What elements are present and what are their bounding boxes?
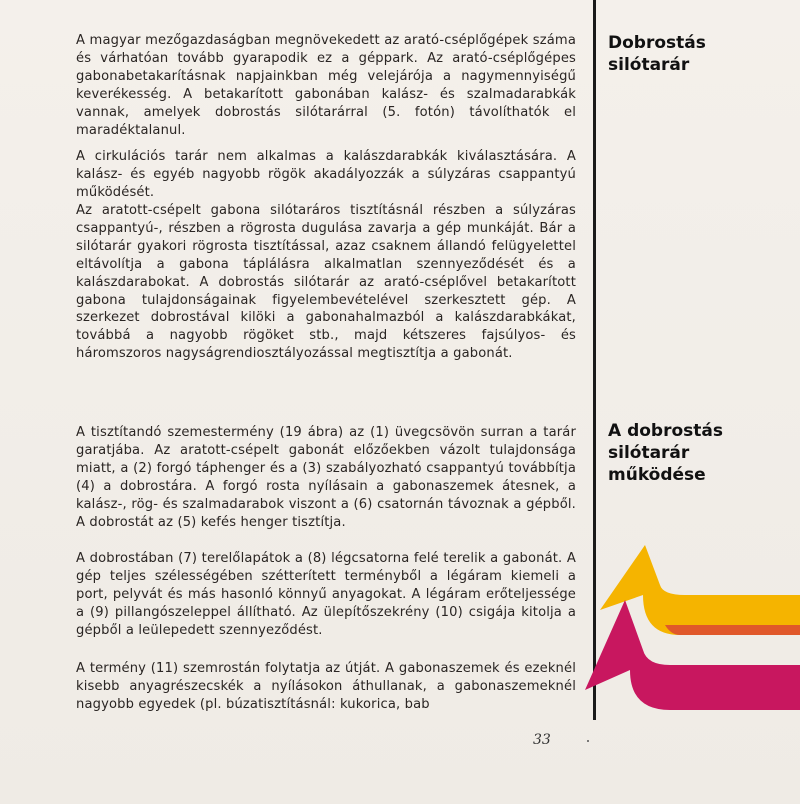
arrow-overlap-band — [665, 625, 800, 635]
section1-paragraph-1: A magyar mezőgazdaságban megnövekedett az arató-cséplőgépek száma és várhatóan tovább gyarapodik ez a géppark. Az arató-cséplőgépes gabonabetakarításnak napjainkban még velejárója a nagymennyiségű keverékesség. A betakarított gabonában kalász- és szalmadarabkák vannak, amelyek dobrostás silótarárral (5. fotón) távolíthatók el maradéktalanul. — [76, 33, 576, 138]
section2-heading: A dobrostás silótarár működése — [608, 421, 723, 485]
section1-heading: Dobrostás silótarár — [608, 33, 706, 75]
page-number: 33 — [533, 732, 551, 748]
section1-paragraph-2: A cirkulációs tarár nem alkalmas a kalászdarabkák kiválasztására. A kalász- és egyéb nagyobb rögök akadályozzák a súlyzáras csappantyú működését. — [76, 149, 576, 200]
section2-paragraph-3: A termény (11) szemrostán folytatja az útját. A gabonaszemek és ezeknél kisebb anyagrészecskék a nyílásokon áthullanak, a gabonaszemeknél nagyobb egyedek (pl. búzatisztításnál: kukorica, bab — [76, 661, 576, 712]
section2-paragraph-1: A tisztítandó szemestermény (19 ábra) az (1) üvegcsövön surran a tarár garatjába. Az aratott-csépelt gabonát előzőekben vázolt tulajdonsága miatt, a (2) forgó táphenger és a (3) szabályozható csappantyú továbbítja (4) a dobrostára. A forgó rosta nyílásain a gabonaszemek átesnek, a kalász-, rög- és szalmadarabok viszont a (6) csatornán távoznak a gépből. A dobrostát az (5) kefés henger tisztítja. — [76, 425, 576, 530]
arrows-graphic — [585, 540, 800, 740]
section2-paragraph-2: A dobrostában (7) terelőlapátok a (8) légcsatorna felé terelik a gabonát. A gép teljes szélességében szétterített terményből a légáram kiemeli a port, pelyvát és más hasonló könnyű anyagokat. A légáram erőteljessége a (9) pillangószeleppel állítható. Az ülepítőszekrény (10) csigája kitolja a gépből a leülepedett szennyeződést. — [76, 551, 576, 638]
section1-paragraph-3: Az aratott-csépelt gabona silótaráros tisztításnál részben a súlyzáras csappantyú-, részben a rögrosta dugulása zavarja a gép munkáját. Bár a silótarár gyakori rögrosta tisztítással, azaz csaknem állandó felügyelettel eltávolítja a gabona táplálásra alkalmatlan szennyeződését és a kalászdarabokat. A dobrostás silótarár az arató-cséplővel betakarított gabona tulajdonságainak figyelembevételével szerkesztett gép. A szerkezet dobrostával kilöki a gabonahalmazból a kalászdarabkákat, továbbá a nagyobb rögöket stb., majd kétszeres fajsúlyos- és háromszoros nagyságrendiosztályozással megtisztítja a gabonát. — [76, 203, 576, 362]
dot-mark — [587, 740, 589, 742]
